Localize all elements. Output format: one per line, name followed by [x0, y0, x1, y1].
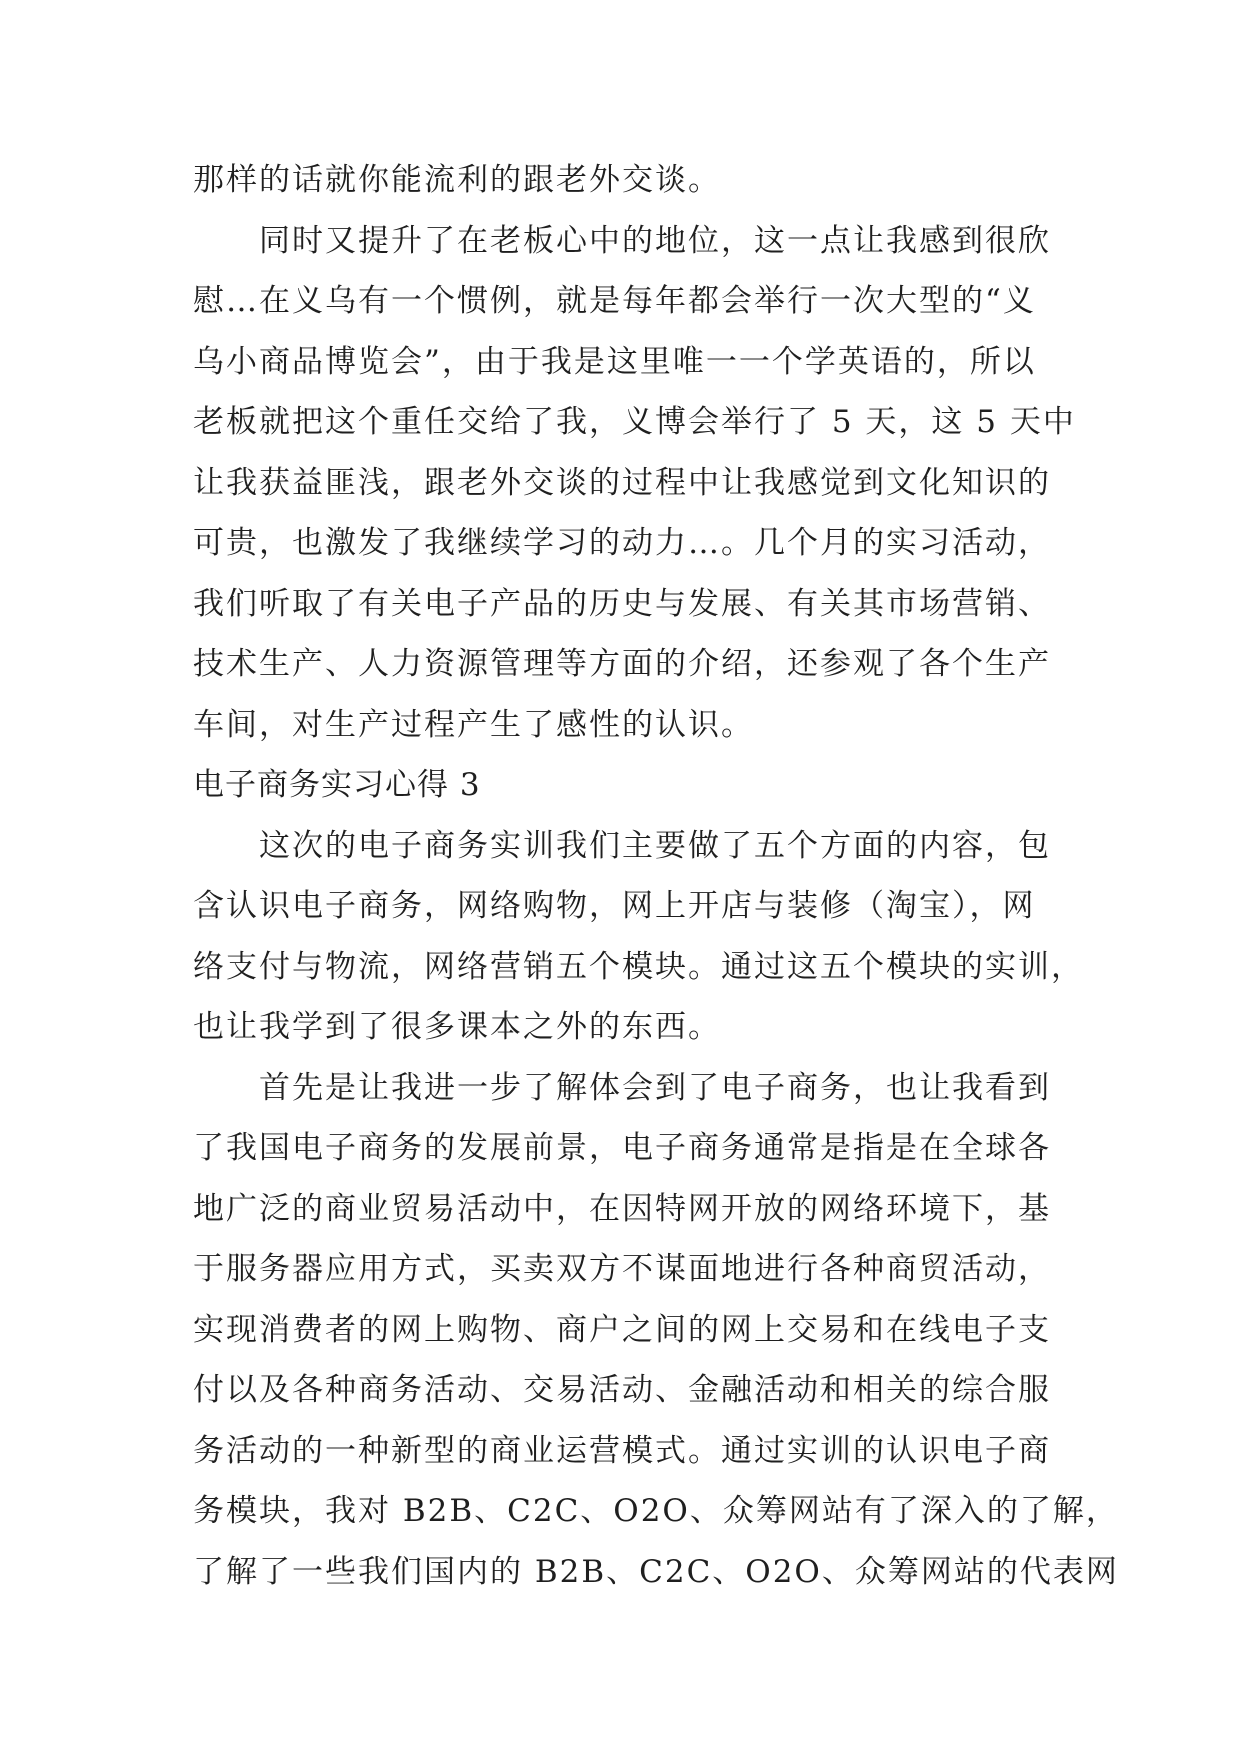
text-line: 这次的电子商务实训我们主要做了五个方面的内容，包	[259, 827, 1051, 864]
section-heading: 电子商务实习心得 3	[193, 767, 481, 803]
text-line: 那样的话就你能流利的跟老外交谈。	[193, 162, 721, 198]
document-body	[193, 150, 1119, 1602]
text-line: 技术生产、人力资源管理等方面的介绍，还参观了各个生产	[193, 646, 1051, 682]
text-line: 务模块，我对 B2B、C2C、O2O、众筹网站有了深入的了解，	[193, 1493, 1119, 1529]
text-line: 老板就把这个重任交给了我，义博会举行了 5 天，这 5 天中	[193, 404, 1076, 440]
text-line: 慰…在义乌有一个惯例，就是每年都会举行一次大型的“义	[193, 283, 1036, 319]
text-line: 我们听取了有关电子产品的历史与发展、有关其市场营销、	[193, 585, 1051, 622]
text-line: 实现消费者的网上购物、商户之间的网上交易和在线电子支	[193, 1311, 1051, 1348]
text-line: 了解了一些我们国内的 B2B、C2C、O2O、众筹网站的代表网	[193, 1553, 1119, 1590]
text-line: 同时又提升了在老板心中的地位，这一点让我感到很欣	[259, 222, 1051, 259]
text-line: 务活动的一种新型的商业运营模式。通过实训的认识电子商	[193, 1432, 1051, 1469]
text-line: 于服务器应用方式，买卖双方不谋面地进行各种商贸活动，	[193, 1251, 1051, 1287]
text-line: 首先是让我进一步了解体会到了电子商务，也让我看到	[259, 1069, 1051, 1106]
text-line: 乌小商品博览会”，由于我是这里唯一一个学英语的，所以	[193, 343, 1036, 380]
text-line: 了我国电子商务的发展前景，电子商务通常是指是在全球各	[193, 1130, 1051, 1166]
text-line: 含认识电子商务，网络购物，网上开店与装修（淘宝），网	[193, 888, 1036, 924]
text-line: 付以及各种商务活动、交易活动、金融活动和相关的综合服	[193, 1372, 1051, 1408]
text-line: 可贵，也激发了我继续学习的动力…。几个月的实习活动，	[193, 525, 1051, 561]
text-line: 也让我学到了很多课本之外的东西。	[193, 1009, 721, 1045]
text-line: 车间，对生产过程产生了感性的认识。	[193, 706, 754, 743]
text-line: 络支付与物流，网络营销五个模块。通过这五个模块的实训，	[193, 948, 1084, 985]
text-line: 地广泛的商业贸易活动中，在因特网开放的网络环境下，基	[193, 1190, 1051, 1227]
text-line: 让我获益匪浅，跟老外交谈的过程中让我感觉到文化知识的	[193, 464, 1051, 501]
